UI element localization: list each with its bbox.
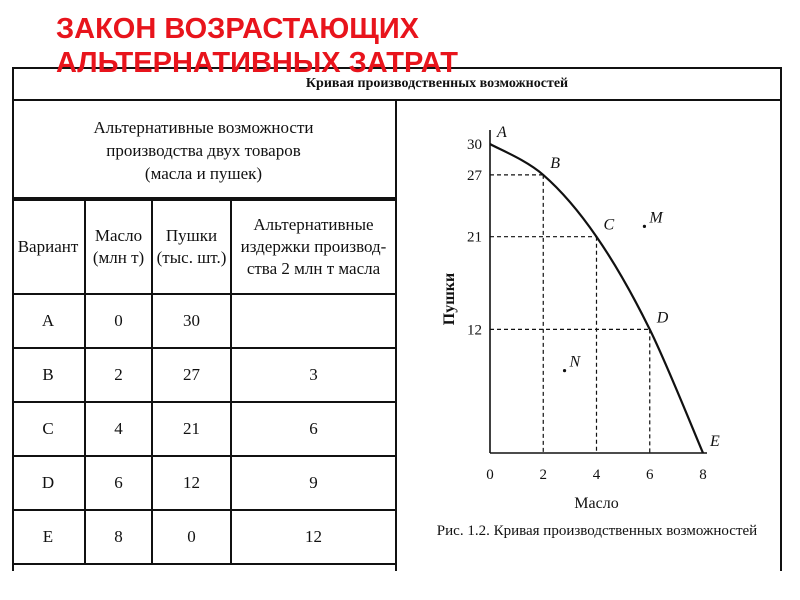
x-tick-label: 0 [486, 467, 494, 483]
cell-cost: 6 [231, 402, 395, 456]
header-cost-line: Альтернативные [253, 215, 374, 234]
header-guns [152, 200, 231, 294]
cell-variant: D [12, 456, 85, 510]
point-label: B [550, 154, 561, 172]
x-tick-label: 4 [592, 467, 601, 483]
y-axis-label: Пушки [441, 272, 458, 326]
alternatives-table [12, 199, 395, 565]
page-title [56, 12, 458, 80]
point-label: D [656, 309, 669, 327]
header-variant-text: Вариант [17, 237, 79, 256]
cell-variant: E [12, 510, 85, 564]
cell-guns: 12 [152, 456, 231, 510]
header-butter-line: (млн т) [92, 248, 145, 267]
figure-caption: Рис. 1.2. Кривая производственных возможностей [436, 523, 758, 539]
cell-cost: 9 [231, 456, 395, 510]
header-butter-line: Масло [94, 226, 143, 245]
table-row [12, 510, 395, 564]
cell-butter: 2 [85, 348, 152, 402]
cell-guns: 0 [152, 510, 231, 564]
cell-variant: A [12, 294, 85, 348]
x-tick-label: 8 [699, 467, 707, 483]
cell-variant: B [12, 348, 85, 402]
table-caption-line: Альтернативные возможности [93, 117, 314, 137]
point-label: E [710, 433, 720, 450]
header-guns-line: (тыс. шт.) [156, 248, 227, 267]
cell-guns: 30 [152, 294, 231, 348]
header-opportunity-cost [231, 200, 395, 294]
table-caption-line: (масла и пушек) [144, 163, 263, 183]
header-variant [12, 200, 85, 294]
cell-guns: 21 [152, 402, 231, 456]
title-line-2: АЛЬТЕРНАТИВНЫХ ЗАТРАТ [56, 47, 459, 79]
x-tick-label: 6 [646, 467, 654, 483]
cell-cost [231, 294, 395, 348]
cell-variant: C [12, 402, 85, 456]
header-cost-line: ства 2 млн т масла [246, 259, 381, 278]
y-tick-label: 12 [467, 322, 482, 339]
extra-point-label: M [649, 209, 663, 227]
cell-butter: 4 [85, 402, 152, 456]
point-label: A [497, 124, 507, 141]
cell-cost: 3 [231, 348, 395, 402]
y-tick-label: 21 [467, 229, 482, 246]
y-tick-label: 30 [467, 137, 482, 153]
table-caption [12, 103, 395, 199]
extra-point [643, 225, 646, 228]
table-row [12, 456, 395, 510]
x-tick-label: 2 [539, 467, 547, 483]
table-row [12, 348, 395, 402]
x-axis-label: Масло [574, 495, 619, 512]
table-caption-line: производства двух товаров [106, 140, 301, 160]
cell-butter: 0 [85, 294, 152, 348]
header-butter [85, 200, 152, 294]
cell-butter: 8 [85, 510, 152, 564]
table-row [12, 402, 395, 456]
ppf-chart [397, 101, 782, 571]
table-row [12, 294, 395, 348]
extra-point [563, 369, 566, 372]
title-line-1: ЗАКОН ВОЗРАСТАЮЩИХ [56, 13, 420, 45]
extra-point-label: N [569, 353, 581, 371]
y-tick-label: 27 [467, 167, 482, 184]
cell-cost: 12 [231, 510, 395, 564]
header-cost-line: издержки производ- [240, 237, 387, 256]
cell-guns: 27 [152, 348, 231, 402]
table-header-row [12, 200, 395, 294]
header-guns-line: Пушки [165, 226, 218, 245]
point-label: C [603, 216, 615, 234]
cell-butter: 6 [85, 456, 152, 510]
figure-banner: Кривая производственных возможностей [12, 67, 782, 101]
